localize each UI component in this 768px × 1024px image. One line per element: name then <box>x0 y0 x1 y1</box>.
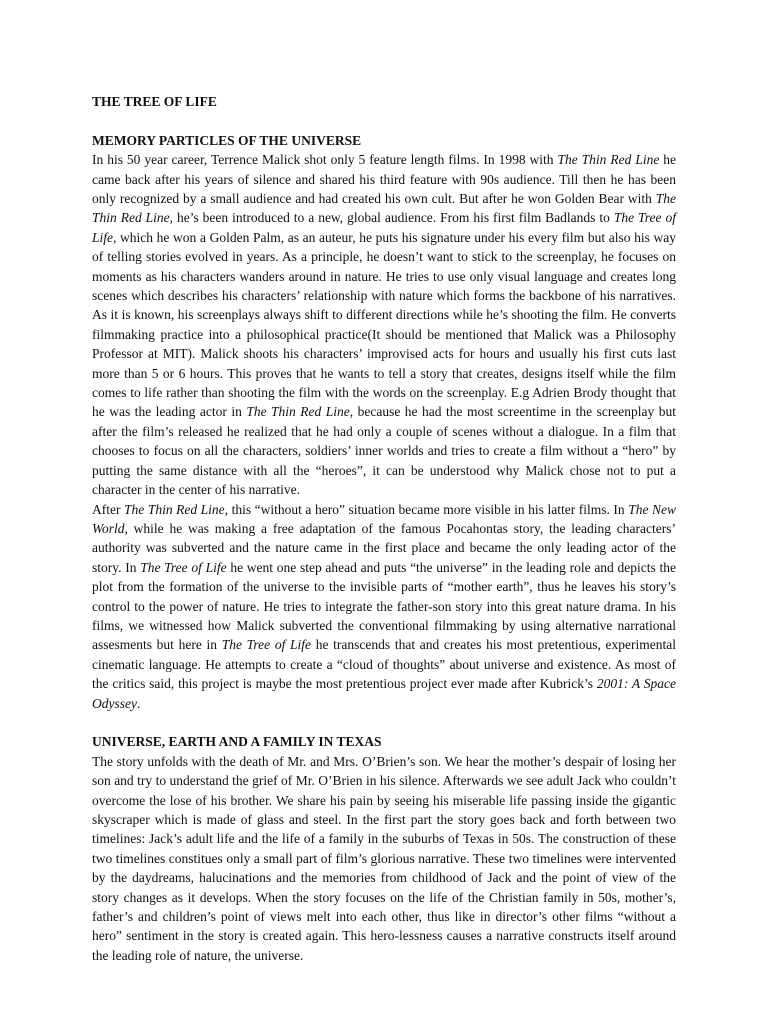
section-heading: MEMORY PARTICLES OF THE UNIVERSE <box>92 132 362 148</box>
italic-title: The Tree of Life <box>92 210 676 245</box>
section-spacer <box>92 713 676 732</box>
document-title: THE TREE OF LIFE <box>92 94 217 109</box>
italic-title: The Thin Red Line, <box>124 501 229 517</box>
paragraph: In his 50 year career, Terrence Malick shot only 5 feature length films. In 1998 with The Thin Red Line he came back after his years of silence and shared his third feature with 90s audience. Till then he has been only recognized by a small audience and had created his own cult. But after he won Golden Bear with The Thin Red Line, he’s been introduced to a new, global audience. From his first film Badlands to The Tree of Life, which he won a Golden Palm, as an auteur, he puts his signature under his every film but also his way of telling stories evolved in years. As a principle, he doesn’t want to stick to the screenplay, he focuses on moments as his characters wanders around in nature. He tries to use only visual language and creates long scenes which describes his characters’ relationship with nature which forms the backbone of his narratives. As it is known, his screenplays always shift to different directions while he’s shooting the film. He converts filmmaking practice into a philosophical practice(It should be mentioned that Malick was a Philosophy Professor at MIT). Malick shoots his characters’ improvised acts for hours and usually his first cuts last more than 5 or 6 hours. This proves that he wants to tell a story that creates, designs itself while the film comes to life rather than shooting the film with the words on the screenplay. E.g Adrien Brody thought that he was the leading actor in The Thin Red Line, because he had the most screentime in the screenplay but after the film’s released he realized that he had only a couple of scenes without a dialogue. In a film that chooses to focus on all the characters, soldiers’ inner worlds and tries to create a film without a “hero” by putting the same distance with all the “heroes”, it can be understood why Malick chose not to put a character in the center of his narrative. <box>92 152 677 498</box>
italic-title: The New World <box>92 501 676 536</box>
paragraph: The story unfolds with the death of Mr. and Mrs. O’Brien’s son. We hear the mother’s despair of losing her son and try to understand the grief of Mr. O’Brien in his silence. Afterwards we see adult Jack who couldn’t overcome the lose of his brother. We share his pain by seeing his miserable life passing inside the gigantic skyscraper which is made of glass and steel. In the first part the story goes back and forth between two timelines: Jack’s adult life and the life of a family in the suburbs of Texas in 50s. The construction of these two timelines constitues only a small part of film’s glorious narrative. These two timelines were intervented by the daydreams, halucinations and the memories from childhood of Jack and the point of view of the story changes as it develops. When the story focuses on the life of the Christian family in 50s, mother’s, father’s and children’s point of views melt into each other, thus like in director’s other films “without a hero” sentiment in the story is created again. This hero-lessness causes a narrative constructs itself around the leading role of nature, the universe. <box>92 753 676 963</box>
section-heading: UNIVERSE, EARTH AND A FAMILY IN TEXAS <box>92 734 382 750</box>
section-universe-earth-family <box>92 732 676 965</box>
italic-title: The Thin Red Line, <box>92 191 676 226</box>
italic-title: The Thin Red Line <box>246 404 350 420</box>
paragraph: After The Thin Red Line, this “without a hero” situation became more visible in his latter films. In The New World, while he was making a free adaptation of the famous Pocahontas story, the leading characters’ authority was subverted and the nature came in the first place and became the only leading actor of the story. In The Tree of Life he went one step ahead and puts “the universe” in the leading role and depicts the plot from the formation of the universe to the invisible parts of “mother earth”, thus he leaves his story’s control to the power of nature. He tries to integrate the father-son story into this great nature drama. In his films, we witnessed how Malick subverted the conventional filmmaking by using alternative narrational assesments but here in The Tree of Life he transcends that and creates his most pretentious, experimental cinematic language. He attempts to create a “cloud of thoughts” about universe and existence. As most of the critics said, this project is maybe the most pretentious project ever made after Kubrick’s 2001: A Space Odyssey. <box>92 501 676 711</box>
italic-title: The Tree of Life <box>221 637 312 653</box>
italic-title: The Thin Red Line <box>557 152 660 168</box>
section-memory-particles <box>92 131 676 713</box>
italic-title: The Tree of Life <box>140 559 227 575</box>
italic-title: 2001: A Space Odyssey <box>92 676 676 711</box>
